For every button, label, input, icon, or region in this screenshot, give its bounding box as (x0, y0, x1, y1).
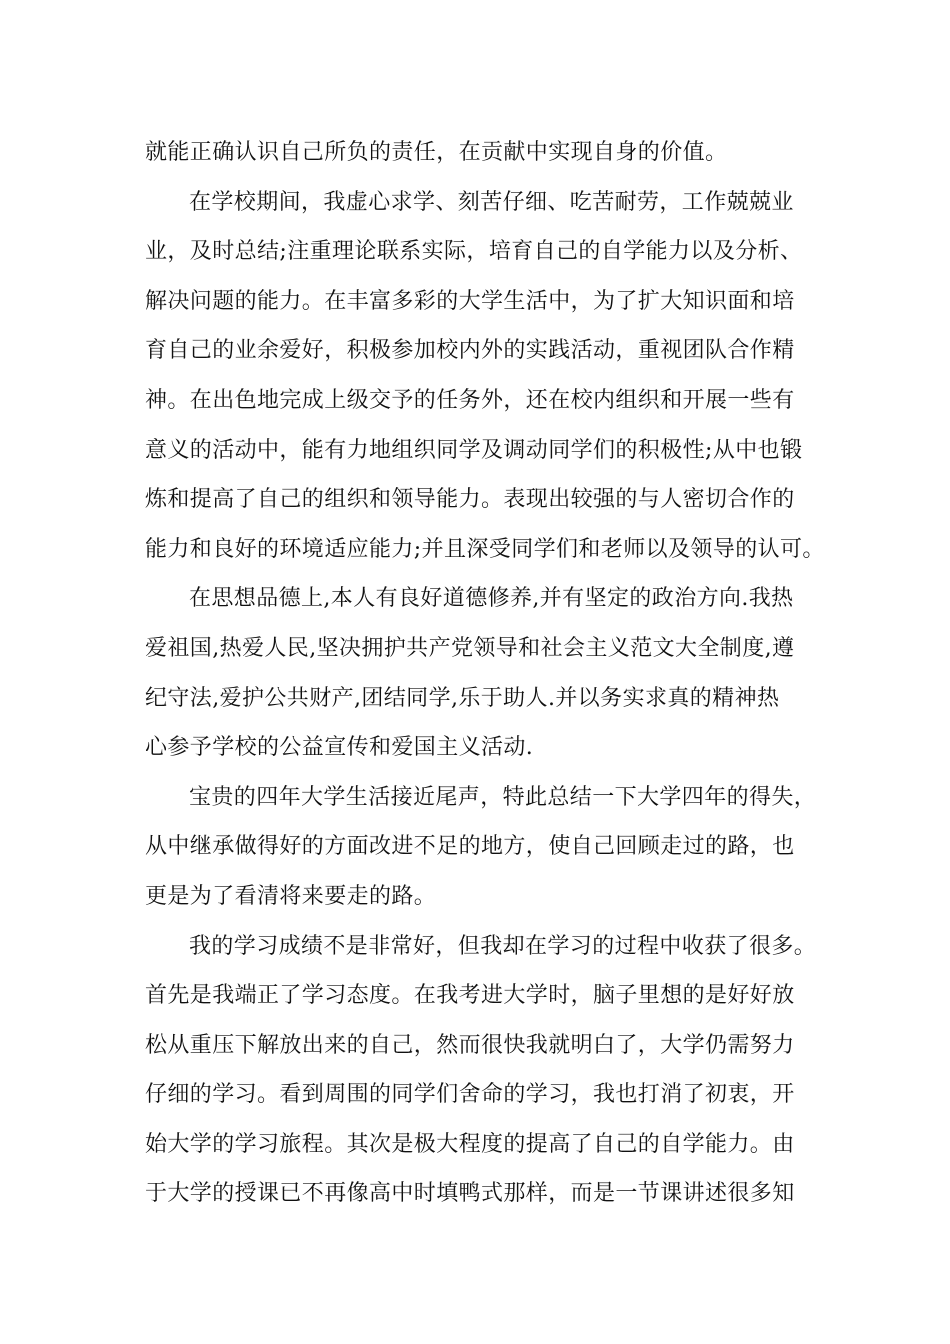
text-line: 首先是我端正了学习态度。在我考进大学时，脑子里想的是好好放 (145, 983, 795, 1009)
text-line: 就能正确认识自己所负的责任，在贡献中实现自身的价值。 (145, 140, 728, 165)
paragraph-first-line: 宝贵的四年大学生活接近尾声，特此总结一下大学四年的得失， (189, 784, 817, 810)
text-line: 于大学的授课已不再像高中时填鸭式那样，而是一节课讲述很多知 (145, 1181, 795, 1207)
text-line: 能力和良好的环境适应能力;并且深受同学们和老师以及领导的认可。 (145, 536, 825, 562)
paragraph-first-line: 在学校期间，我虚心求学、刻苦仔细、吃苦耐劳，工作兢兢业 (189, 189, 794, 215)
text-line: 从中继承做得好的方面改进不足的地方，使自己回顾走过的路，也 (145, 834, 795, 860)
text-line: 神。在出色地完成上级交予的任务外，还在校内组织和开展一些有 (145, 387, 795, 413)
text-line: 纪守法,爱护公共财产,团结同学,乐于助人.并以务实求真的精神热 (145, 685, 780, 711)
text-line: 爱祖国,热爱人民,坚决拥护共产党领导和社会主义范文大全制度,遵 (145, 635, 795, 661)
text-line: 仔细的学习。看到周围的同学们舍命的学习，我也打消了初衷，开 (145, 1082, 795, 1108)
document-body (145, 128, 825, 1219)
text-line: 业，及时总结;注重理论联系实际，培育自己的自学能力以及分析、 (145, 239, 803, 265)
text-line: 炼和提高了自己的组织和领导能力。表现出较强的与人密切合作的 (145, 487, 795, 513)
text-line: 更是为了看清将来要走的路。 (145, 883, 437, 909)
paragraph-first-line: 在思想品德上,本人有良好道德修养,并有坚定的政治方向.我热 (189, 586, 794, 612)
text-line: 心参予学校的公益宣传和爱国主义活动. (145, 735, 534, 761)
text-line: 解决问题的能力。在丰富多彩的大学生活中，为了扩大知识面和培 (145, 288, 795, 314)
text-line: 松从重压下解放出来的自己，然而很快我就明白了，大学仍需努力 (145, 1032, 795, 1058)
text-line: 始大学的学习旅程。其次是极大程度的提高了自己的自学能力。由 (145, 1131, 795, 1157)
paragraph-first-line: 我的学习成绩不是非常好，但我却在学习的过程中收获了很多。 (189, 933, 817, 959)
text-line: 育自己的业余爱好，积极参加校内外的实践活动，重视团队合作精 (145, 338, 795, 364)
text-line: 意义的活动中，能有力地组织同学及调动同学们的积极性;从中也锻 (145, 437, 803, 463)
